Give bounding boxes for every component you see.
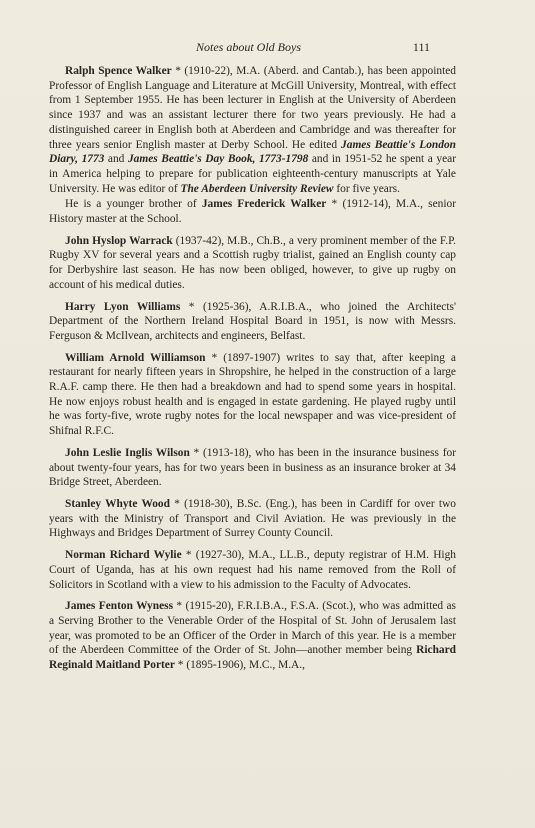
entry-text: * (1927-30), M.A., LL.B., deputy registrar of H.M. High Court of Uganda, has at his own request had his name removed from the Roll of Solicitors in Scotland with a view to his admission to the Faculty of Advocates. xyxy=(49,549,456,591)
person-name: Norman Richard Wylie xyxy=(65,549,182,562)
publication-title: James Beattie's Day Book, 1773-1798 xyxy=(127,153,309,166)
biography-entry xyxy=(49,446,456,490)
biography-entry xyxy=(49,351,456,439)
entry-text: and in 1951-52 he spent a year in America helping to prepare for publication eighteenth-century manuscripts at Yale University. He was editor of xyxy=(49,153,456,195)
person-name: Harry Lyon Williams xyxy=(65,300,181,313)
person-name: Stanley Whyte Wood xyxy=(65,497,170,510)
biography-entry xyxy=(49,64,456,196)
biography-entry xyxy=(49,234,456,293)
entry-text: for five years. xyxy=(333,182,400,195)
publication-title: James Beattie's London Diary, 1773 xyxy=(49,138,456,166)
person-name: James Fenton Wyness xyxy=(65,600,174,613)
entry-text: * (1925-36), A.R.I.B.A., who joined the Architects' Department of the Northern Ireland Hospital Board in 1951, is now with Messrs. Ferguson & McIlvean, architects and engineers, Belfast. xyxy=(49,300,456,342)
entry-text: and xyxy=(104,153,128,166)
entry-text: * (1912-14), M.A., senior History master at the School. xyxy=(49,198,456,226)
person-name: Ralph Spence Walker xyxy=(65,65,172,77)
person-name: John Leslie Inglis Wilson xyxy=(65,446,190,459)
entry-text: * (1918-30), B.Sc. (Eng.), has been in Cardiff for over two years with the Ministry of Transport and Civil Aviation. He was previously in the Highways and Bridges Department of Surrey County Council. xyxy=(49,497,456,540)
person-name: Richard Reginald Maitland Porter xyxy=(49,644,456,672)
entry-text: He is a younger brother of xyxy=(65,198,202,211)
page-body xyxy=(49,64,456,680)
biography-entry xyxy=(49,599,456,673)
biography-entry xyxy=(49,548,456,592)
entry-text: * (1913-18), who has been in the insurance business for about twenty-four years, has for two years been in business as an insurance broker at 34 Bridge Street, Aberdeen. xyxy=(49,446,456,489)
person-name: William Arnold Williamson xyxy=(65,351,206,364)
biography-entry xyxy=(49,300,456,344)
publication-title: The Aberdeen University Review xyxy=(180,182,334,195)
entry-text: * (1915-20), F.R.I.B.A., F.S.A. (Scot.), who was admitted as a Serving Brother to the Venerable Order of the Hospital of St. John of Jerusalem last year, was promoted to be an Officer of the Order in March of this year. He is a member of the Aberdeen Committee of the Order of St. John—another member being xyxy=(49,600,456,657)
entry-text: * (1895-1906), M.C., M.A., xyxy=(174,659,305,672)
entry-text: * (1897-1907) writes to say that, after keeping a restaurant for nearly fifteen years in Shropshire, he helped in the construction of a large R.A.F. camp there. He then had a breakdown and had to spend some years in hospital. He now enjoys robust health and is engaged in estate gardening. He played rugby until he was forty-five, wrote rugby notes for the local newspaper and was vice-president of Shifnal R.F.C. xyxy=(49,351,456,438)
person-name: James Frederick Walker xyxy=(201,198,327,211)
person-name: John Hyslop Warrack xyxy=(65,234,173,247)
running-head: Notes about Old Boys xyxy=(196,40,301,54)
entry-text: (1937-42), M.B., Ch.B., a very prominent member of the F.P. Rugby XV for several years and a Scottish rugby trialist, gained an English county cap for Derbyshire last season. He has now been obliged, however, to give up rugby on account of his medical duties. xyxy=(49,234,457,291)
page-number: 111 xyxy=(412,40,430,54)
biography-entry xyxy=(49,497,456,541)
entry-text: * (1910-22), M.A. (Aberd. and Cantab.), has been appointed Professor of English Language and Literature at McGill University, Montreal, with effect from 1 September 1955. He has been lecturer in English at the University of Aberdeen since 1937 and was an assistant lecturer there for two years previously. He had a distinguished career in English both at Aberdeen and Cambridge and was thereafter for three years senior English master at Derby School. He edited xyxy=(49,65,456,151)
entry-continuation xyxy=(49,197,456,226)
